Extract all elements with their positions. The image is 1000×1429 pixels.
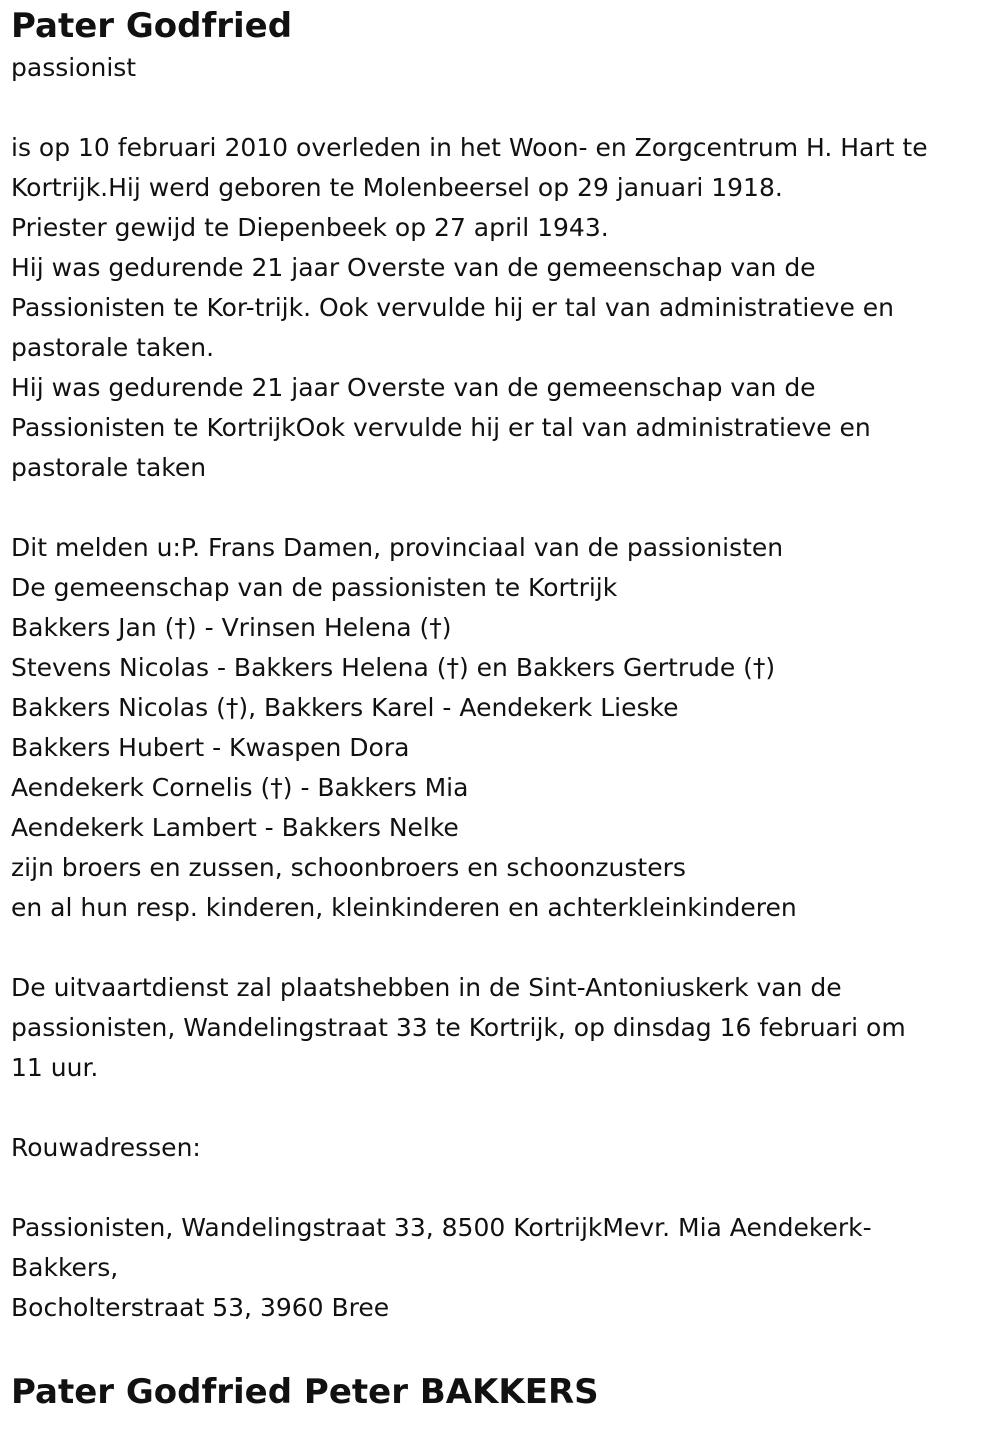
family-line: Dit melden u:P. Frans Damen, provinciaal van de passionisten <box>11 533 784 562</box>
funeral-block <box>11 968 996 1088</box>
family-line: Stevens Nicolas - Bakkers Helena (†) en Bakkers Gertrude (†) <box>11 653 776 682</box>
announcement-line: Hij was gedurende 21 jaar Overste van de gemeenschap van de <box>11 253 816 282</box>
announcement-block <box>11 128 996 488</box>
family-line: Bakkers Nicolas (†), Bakkers Karel - Aendekerk Lieske <box>11 693 679 722</box>
funeral-line: De uitvaartdienst zal plaatshebben in de Sint-Antoniuskerk van de <box>11 973 842 1002</box>
footer-title: Pater Godfried Peter BAKKERS <box>11 1372 599 1412</box>
family-line: De gemeenschap van de passionisten te Kortrijk <box>11 573 618 602</box>
announcement-line: pastorale taken <box>11 453 207 482</box>
family-line: zijn broers en zussen, schoonbroers en schoonzusters <box>11 853 686 882</box>
announcement-line: Hij was gedurende 21 jaar Overste van de gemeenschap van de <box>11 373 816 402</box>
announcement-line: pastorale taken. <box>11 333 215 362</box>
spacer <box>11 928 996 968</box>
address-line: Bakkers, <box>11 1253 119 1282</box>
family-line: en al hun resp. kinderen, kleinkinderen en achterkleinkinderen <box>11 893 797 922</box>
family-line: Bakkers Jan (†) - Vrinsen Helena (†) <box>11 613 452 642</box>
announcement-line: Passionisten te Kor-trijk. Ook vervulde hij er tal van administratieve en <box>11 293 894 322</box>
obituary-page <box>11 0 996 1328</box>
announcement-line: Passionisten te KortrijkOok vervulde hij er tal van administratieve en <box>11 413 871 442</box>
funeral-line: passionisten, Wandelingstraat 33 te Kortrijk, op dinsdag 16 februari om <box>11 1013 906 1042</box>
family-block <box>11 528 996 928</box>
announcement-line: is op 10 februari 2010 overleden in het Woon- en Zorgcentrum H. Hart te <box>11 133 928 162</box>
funeral-line: 11 uur. <box>11 1053 99 1082</box>
page-subtitle: passionist <box>11 53 137 82</box>
family-line: Aendekerk Cornelis (†) - Bakkers Mia <box>11 773 469 802</box>
announcement-line: Kortrijk.Hij werd geboren te Molenbeersel op 29 januari 1918. <box>11 173 783 202</box>
address-line: Passionisten, Wandelingstraat 33, 8500 KortrijkMevr. Mia Aendekerk- <box>11 1213 872 1242</box>
page-title: Pater Godfried <box>11 6 293 46</box>
spacer <box>11 1168 996 1208</box>
announcement-line: Priester gewijd te Diepenbeek op 27 april 1943. <box>11 213 609 242</box>
address-line: Bocholterstraat 53, 3960 Bree <box>11 1293 390 1322</box>
addresses-block <box>11 1208 996 1328</box>
addresses-heading: Rouwadressen: <box>11 1133 201 1162</box>
family-line: Aendekerk Lambert - Bakkers Nelke <box>11 813 459 842</box>
spacer <box>11 88 996 128</box>
family-line: Bakkers Hubert - Kwaspen Dora <box>11 733 410 762</box>
spacer <box>11 1088 996 1128</box>
spacer <box>11 488 996 528</box>
